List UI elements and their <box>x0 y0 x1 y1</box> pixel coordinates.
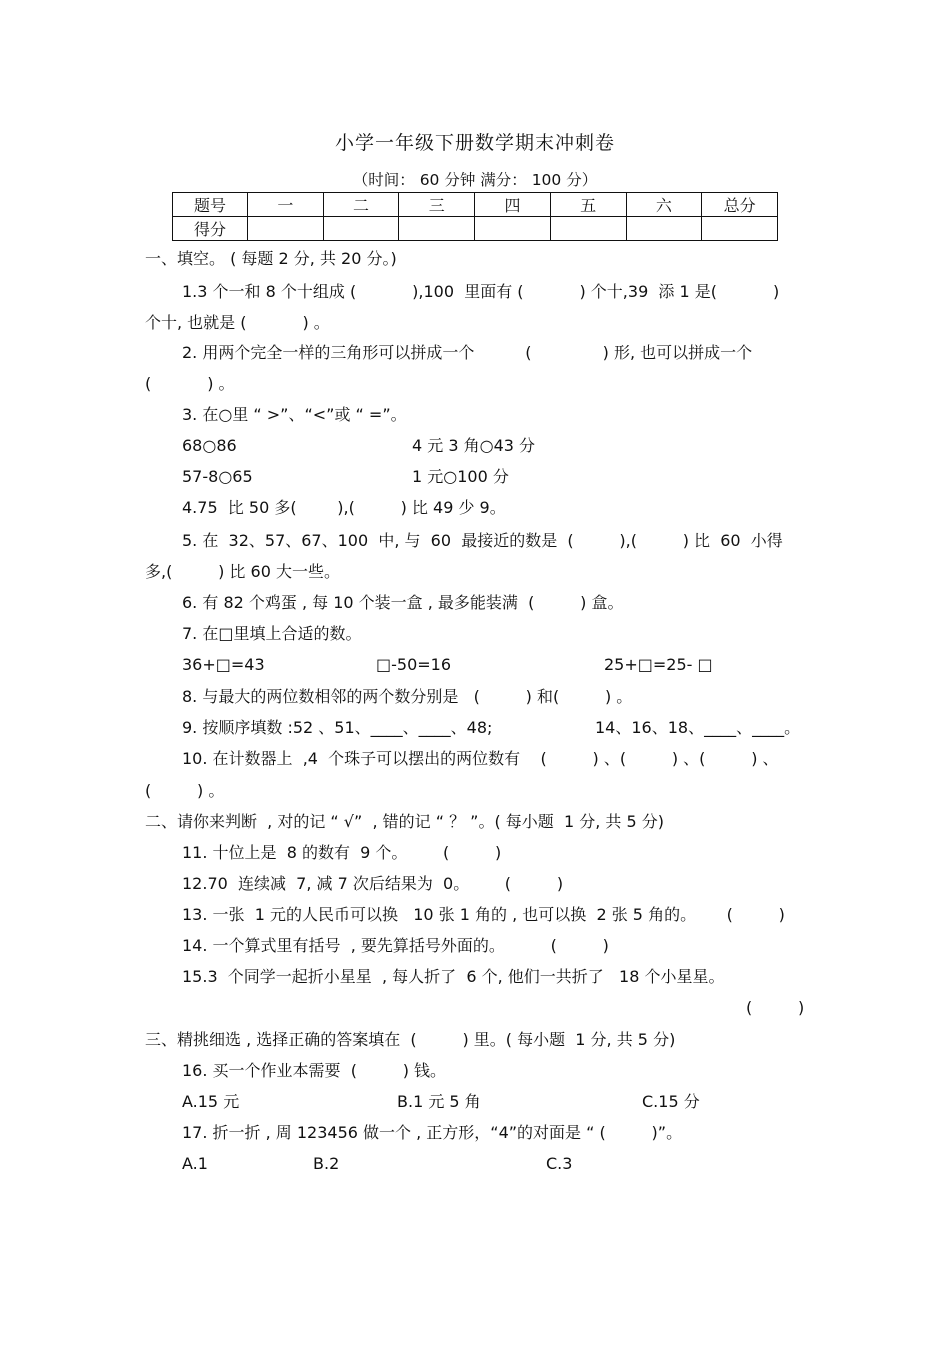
choice-option: C.3 <box>546 1154 573 1173</box>
question-line: 12.70 连续减 7, 减 7 次后结果为 0。 ( ) <box>182 874 564 893</box>
choice-option: A.15 元 <box>182 1092 240 1111</box>
choice-option: B.2 <box>313 1154 340 1173</box>
score-entry-cell[interactable] <box>323 217 399 241</box>
section-heading: 三、精挑细选 , 选择正确的答案填在 ( ) 里。( 每小题 1 分, 共 5 分) <box>145 1030 676 1049</box>
score-table-cell: 一 <box>248 193 324 217</box>
question-line: 6. 有 82 个鸡蛋 , 每 10 个装一盒 , 最多能装满 ( ) 盒。 <box>182 593 624 612</box>
question-item: 57-8○65 <box>182 467 253 486</box>
answer-brackets: ( ) <box>746 998 805 1017</box>
question-line: ( ) 。 <box>145 374 235 393</box>
question-line: 5. 在 32、57、67、100 中, 与 60 最接近的数是 ( ),( ) 比 60 小得 <box>182 531 783 550</box>
score-table-score-row <box>173 217 778 241</box>
question-line: 14、16、18、____、____。 <box>595 718 801 737</box>
score-table-header-row <box>173 193 778 217</box>
score-entry-cell[interactable] <box>550 217 626 241</box>
question-line: 4.75 比 50 多( ),( ) 比 49 少 9。 <box>182 498 506 517</box>
question-line: ( ) 。 <box>145 781 225 800</box>
score-table-cell: 总分 <box>702 193 778 217</box>
question-line: 2. 用两个完全一样的三角形可以拼成一个 ( ) 形, 也可以拼成一个 <box>182 343 753 362</box>
section-heading: 一、填空。 ( 每题 2 分, 共 20 分。) <box>145 249 397 268</box>
score-table <box>172 192 778 241</box>
question-line: 11. 十位上是 8 的数有 9 个。 ( ) <box>182 843 502 862</box>
choice-option: B.1 元 5 角 <box>397 1092 481 1111</box>
score-entry-cell[interactable] <box>626 217 702 241</box>
question-line: 7. 在□里填上合适的数。 <box>182 624 362 643</box>
choice-option: A.1 <box>182 1154 208 1173</box>
question-line: 1.3 个一和 8 个十组成 ( ),100 里面有 ( ) 个十,39 添 1 是( ) <box>182 282 780 301</box>
question-line: 14. 一个算式里有括号 , 要先算括号外面的。 ( ) <box>182 936 609 955</box>
question-line: 3. 在○里 “ >”、“<”或 “ =”。 <box>182 405 407 424</box>
question-line: 17. 折一折 , 周 123456 做一个 , 正方形，“4”的对面是 “ ( )”。 <box>182 1123 683 1142</box>
question-line: 13. 一张 1 元的人民币可以换 10 张 1 角的 , 也可以换 2 张 5 角的。 ( ) <box>182 905 785 924</box>
question-item: 68○86 <box>182 436 237 455</box>
score-table-cell: 得分 <box>173 217 248 241</box>
exam-subtitle: （时间： 60 分钟 满分： 100 分） <box>352 171 598 189</box>
score-entry-cell[interactable] <box>248 217 324 241</box>
score-table-cell: 六 <box>626 193 702 217</box>
question-line: 16. 买一个作业本需要 ( ) 钱。 <box>182 1061 447 1080</box>
question-item: 1 元○100 分 <box>412 467 509 486</box>
score-table-cell: 四 <box>475 193 551 217</box>
question-item: 4 元 3 角○43 分 <box>412 436 536 455</box>
question-line: 8. 与最大的两位数相邻的两个数分别是 ( ) 和( ) 。 <box>182 687 633 706</box>
score-entry-cell[interactable] <box>399 217 475 241</box>
score-table-cell: 五 <box>550 193 626 217</box>
score-entry-cell[interactable] <box>475 217 551 241</box>
score-table-cell: 三 <box>399 193 475 217</box>
question-line: 个十, 也就是 ( ) 。 <box>145 313 330 332</box>
question-item: □-50=16 <box>376 655 452 674</box>
question-item: 25+□=25- □ <box>604 655 713 674</box>
choice-option: C.15 分 <box>642 1092 700 1111</box>
score-table-cell: 二 <box>323 193 399 217</box>
question-line: 9. 按顺序填数 :52 、51、____、____、48; <box>182 718 493 737</box>
section-heading: 二、请你来判断 , 对的记 “ √” , 错的记 “ ？ ”。( 每小题 1 分, 共 5 分) <box>145 812 665 831</box>
question-line: 多,( ) 比 60 大一些。 <box>145 562 340 581</box>
score-entry-cell[interactable] <box>702 217 778 241</box>
question-item: 36+□=43 <box>182 655 265 674</box>
question-line: 15.3 个同学一起折小星星 , 每人折了 6 个, 他们一共折了 18 个小星星。 <box>182 967 725 986</box>
exam-title: 小学一年级下册数学期末冲刺卷 <box>334 132 615 154</box>
score-table-cell: 题号 <box>173 193 248 217</box>
question-line: 10. 在计数器上 ,4 个珠子可以摆出的两位数有 ( ) 、( ) 、( ) 、 <box>182 749 779 768</box>
